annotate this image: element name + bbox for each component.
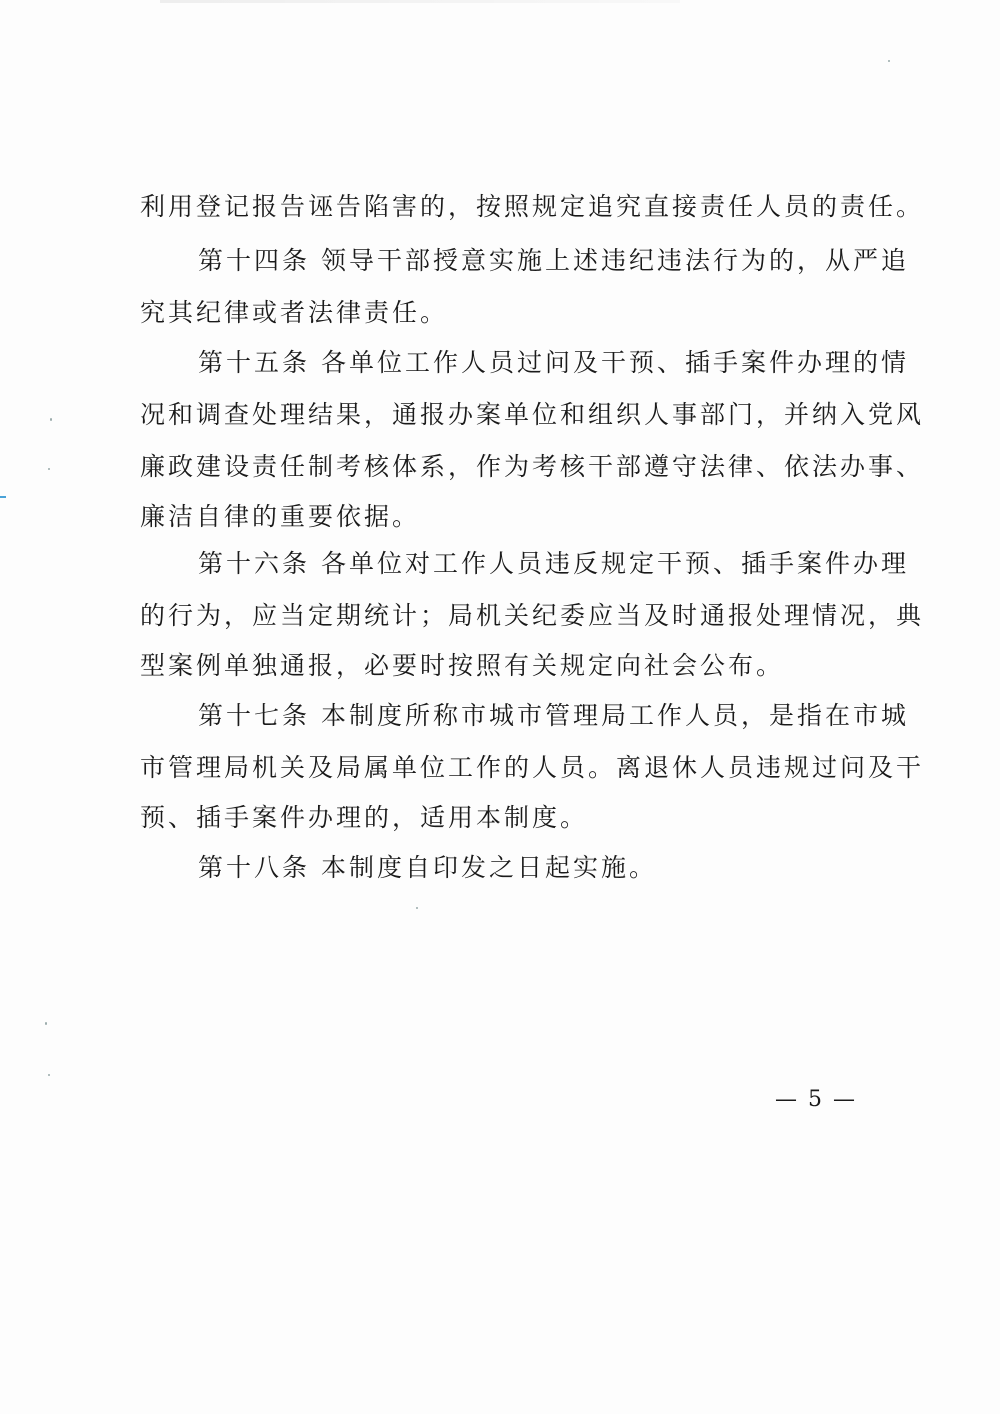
text-line: 况和调查处理结果，通报办案单位和组织人事部门，并纳入党风 xyxy=(140,400,925,429)
text-line: 预、插手案件办理的，适用本制度。 xyxy=(140,803,589,832)
scan-speck xyxy=(50,418,52,421)
text-line: 市管理局机关及局属单位工作的人员。离退休人员违规过问及干 xyxy=(140,753,925,782)
article-15-line: 第十五条 各单位工作人员过问及干预、插手案件办理的情 xyxy=(198,348,909,377)
article-16-line: 第十六条 各单位对工作人员违反规定干预、插手案件办理 xyxy=(198,549,909,578)
text-line: 利用登记报告诬告陷害的，按照规定追究直接责任人员的责任。 xyxy=(140,192,925,221)
text-line: 究其纪律或者法律责任。 xyxy=(140,298,449,327)
scan-top-mark xyxy=(160,0,680,3)
scan-speck xyxy=(888,60,890,62)
article-17-line: 第十七条 本制度所称市城市管理局工作人员，是指在市城 xyxy=(198,701,909,730)
scan-speck xyxy=(45,1022,47,1025)
article-18-line: 第十八条 本制度自印发之日起实施。 xyxy=(198,853,657,882)
scan-speck xyxy=(416,907,418,909)
text-line: 的行为，应当定期统计；局机关纪委应当及时通报处理情况，典 xyxy=(140,601,925,630)
text-line: 廉政建设责任制考核体系，作为考核干部遵守法律、依法办事、 xyxy=(140,452,925,481)
scan-edge-mark xyxy=(0,496,6,498)
scan-speck xyxy=(48,468,50,470)
text-line: 廉洁自律的重要依据。 xyxy=(140,502,421,531)
article-14-line: 第十四条 领导干部授意实施上述违纪违法行为的，从严追 xyxy=(198,246,909,275)
scan-speck xyxy=(48,1074,50,1076)
text-line: 型案例单独通报，必要时按照有关规定向社会公布。 xyxy=(140,651,785,680)
page-number: — 5 — xyxy=(775,1087,857,1112)
